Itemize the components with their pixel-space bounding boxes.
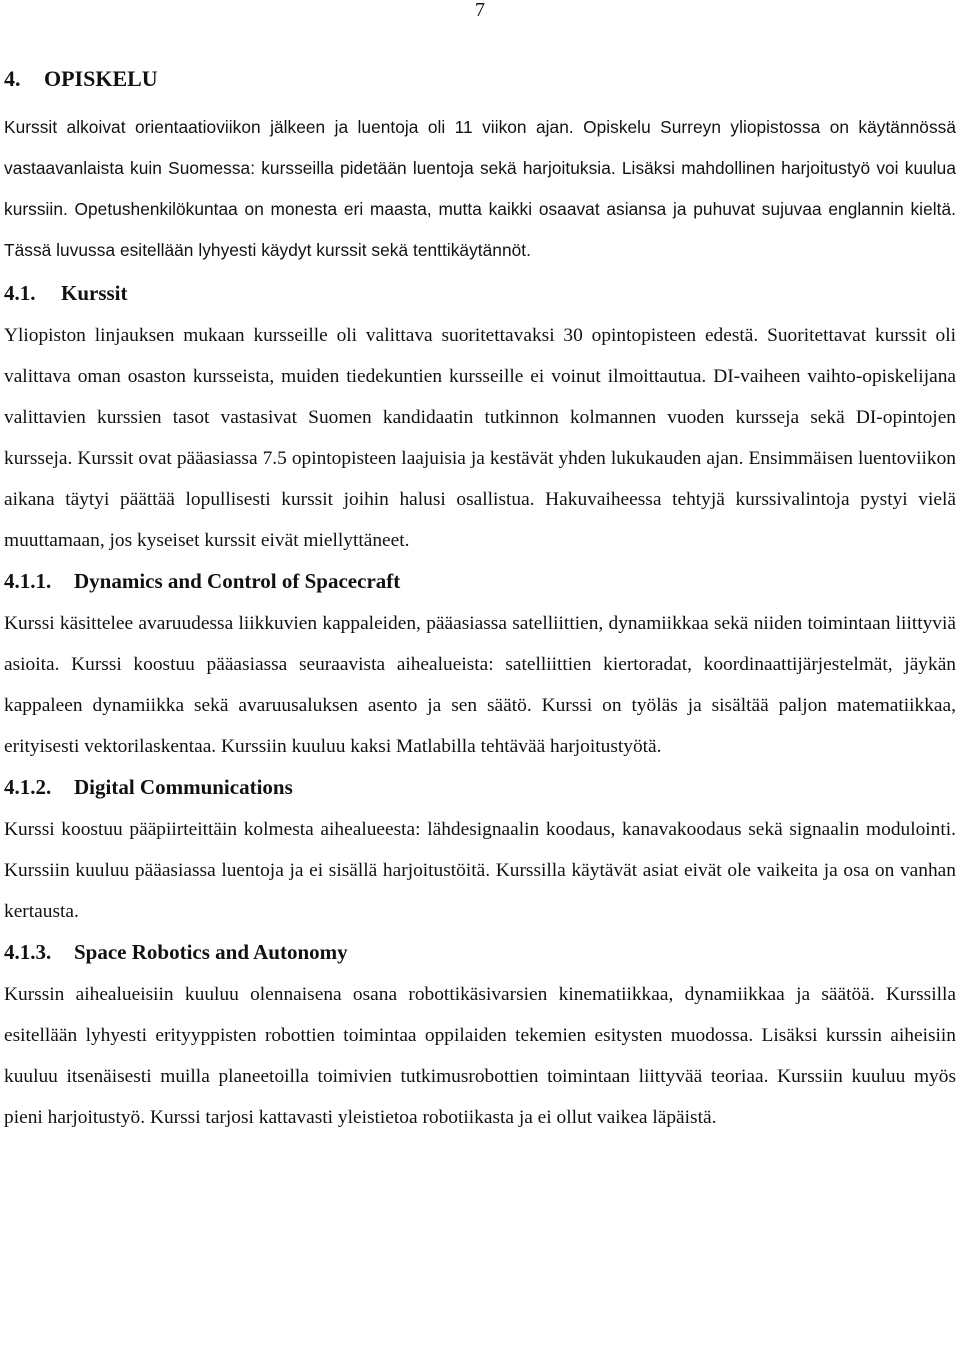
section-paragraph: Yliopiston linjauksen mukaan kursseille oli valittava suoritettavaksi 30 opintopisteen edestä. Suoritettavat kurssit oli valittava oman osaston kursseista, muiden tiedekuntien kursseille ei voinut ilmoittautua. DI-vaiheen vaihto-opiskelijana valittavien kurssien tasot vastasivat Suomen kandidaatin tutkinnon kolmannen vuoden kursseja sekä DI-opintojen kursseja. Kurssit ovat pääasiassa 7.5 opintopisteen laajuisia ja kestävät yhden lukukauden ajan. Ensimmäisen luentoviikon aikana täytyi päättää lopullisesti kurssit joihin halusi osallistua. Hakuvaiheessa tehtyjä kurssivalintoja pystyi vielä muuttamaan, jos kyseiset kurssit eivät miellyttäneet.: [4, 325, 956, 551]
subsection-number: 4.1.2.: [4, 775, 52, 799]
subsection-paragraph-space-robotics: Kurssin aihealueisiin kuuluu olennaisena osana robottikäsivarsien kinematiikkaa, dynamiikkaa ja säätöä. Kurssilla esitellään lyhyesti erityyppisten robottien toimintaa oppilaiden tekemien esitysten muodossa. Lisäksi kurssin aiheisiin kuuluu itsenäisesti muilla planeetoilla toimivien tutkimusrobottien toimintaan liittyvää teoriaa. Kurssiin kuuluu myös pieni harjoitustyö. Kurssi tarjosi kattavasti yleistietoa robotiikasta ja ei ollut vaikea läpäistä.: [4, 984, 956, 1128]
chapter-heading: [4, 62, 956, 96]
chapter-intro-paragraph: Kurssit alkoivat orientaatioviikon jälkeen ja luentoja oli 11 viikon ajan. Opiskelu Surreyn yliopistossa on käytännössä vastaavanlaista kuin Suomessa: kursseilla pidetään luentoja sekä harjoituksia. Lisäksi mahdollinen harjoitustyö voi kuulua kurssiin. Opetushenkilökuntaa on monesta eri maasta, mutta kaikki osaavat asiansa ja puhuvat sujuvaa englannin kieltä. Tässä luvussa esitellään lyhyesti käydyt kurssit sekä tenttikäytännöt.: [4, 117, 956, 260]
subsection-paragraph-dynamics: Kurssi käsittelee avaruudessa liikkuvien kappaleiden, pääasiassa satelliittien, dynamiikkaa sekä niiden toimintaan liittyviä asioita. Kurssi koostuu pääasiassa seuraavista aihealueista: satelliittien kiertoradat, koordinaattijärjestelmät, jäykän kappaleen dynamiikka sekä avaruusaluksen asento ja sen säätö. Kurssi on työläs ja sisältää paljon matematiikkaa, erityisesti vektorilaskentaa. Kurssiin kuuluu kaksi Matlabilla tehtävää harjoitustyötä.: [4, 613, 956, 757]
page-number: 7: [475, 0, 485, 21]
page-content: [4, 62, 956, 1138]
subsection-heading-space-robotics: [4, 937, 956, 967]
subsection-paragraph-digital-communications: Kurssi koostuu pääpiirteittäin kolmesta aihealueesta: lähdesignaalin koodaus, kanavakoodaus sekä signaalin modulointi. Kurssiin kuuluu pääasiassa luentoja ja ei sisällä harjoitustöitä. Kurssilla käytävät asiat eivät ole vaikeita ja osa on vanhan kertausta.: [4, 819, 956, 922]
subsection-title: Space Robotics and Autonomy: [74, 940, 348, 964]
subsection-title: Dynamics and Control of Spacecraft: [74, 569, 401, 593]
subsection-number: 4.1.3.: [4, 940, 52, 964]
section-title: Kurssit: [61, 281, 128, 305]
subsection-number: 4.1.1.: [4, 569, 52, 593]
subsection-heading-dynamics: [4, 566, 956, 596]
subsection-title: Digital Communications: [74, 775, 293, 799]
section-number: 4.1.: [4, 281, 36, 305]
chapter-number: 4.: [4, 66, 21, 91]
subsection-heading-digital-communications: [4, 772, 956, 802]
chapter-title: OPISKELU: [44, 66, 158, 91]
section-heading: [4, 278, 956, 308]
